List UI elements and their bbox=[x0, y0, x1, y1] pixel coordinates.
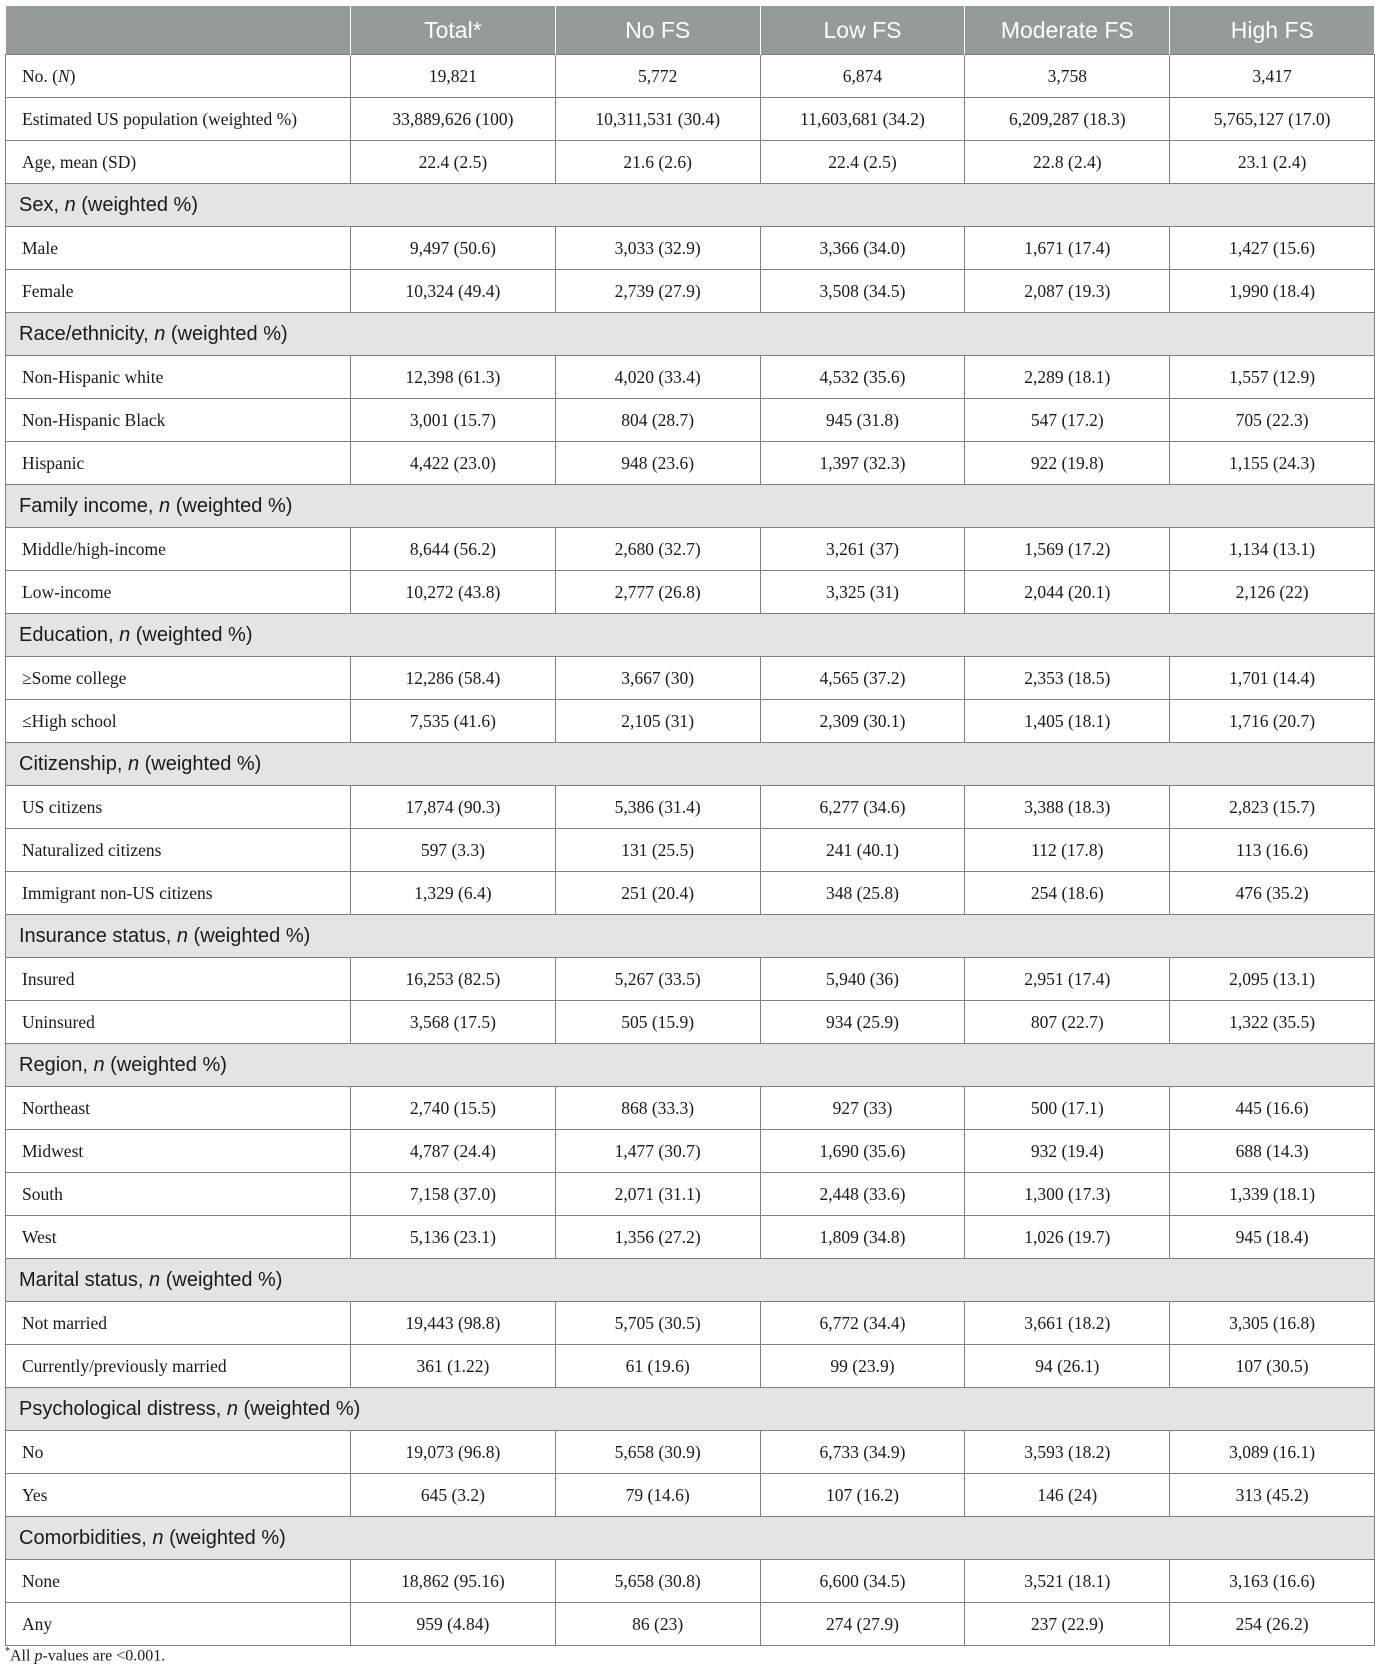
table-cell: 251 (20.4) bbox=[555, 872, 760, 915]
table-cell: 241 (40.1) bbox=[760, 829, 965, 872]
table-cell: 131 (25.5) bbox=[555, 829, 760, 872]
row-label: Insured bbox=[6, 958, 351, 1001]
table-cell: 1,329 (6.4) bbox=[351, 872, 556, 915]
table-row bbox=[6, 442, 1375, 485]
table-row bbox=[6, 1345, 1375, 1388]
row-label: Yes bbox=[6, 1474, 351, 1517]
header-cell-low-fs: Low FS bbox=[760, 6, 965, 55]
table-row bbox=[6, 1302, 1375, 1345]
row-label: Non-Hispanic white bbox=[6, 356, 351, 399]
table-cell: 2,680 (32.7) bbox=[555, 528, 760, 571]
table-cell: 3,508 (34.5) bbox=[760, 270, 965, 313]
table-row bbox=[6, 55, 1375, 98]
table-cell: 107 (30.5) bbox=[1170, 1345, 1375, 1388]
row-label: No bbox=[6, 1431, 351, 1474]
row-label: US citizens bbox=[6, 786, 351, 829]
table-cell: 348 (25.8) bbox=[760, 872, 965, 915]
table-cell: 1,690 (35.6) bbox=[760, 1130, 965, 1173]
row-label: Naturalized citizens bbox=[6, 829, 351, 872]
table-cell: 932 (19.4) bbox=[965, 1130, 1170, 1173]
table-row bbox=[6, 270, 1375, 313]
table-cell: 6,874 bbox=[760, 55, 965, 98]
section-header-row bbox=[6, 743, 1375, 786]
table-cell: 1,026 (19.7) bbox=[965, 1216, 1170, 1259]
table-cell: 934 (25.9) bbox=[760, 1001, 965, 1044]
table-cell: 6,600 (34.5) bbox=[760, 1560, 965, 1603]
table-cell: 5,136 (23.1) bbox=[351, 1216, 556, 1259]
table-cell: 1,155 (24.3) bbox=[1170, 442, 1375, 485]
table-cell: 5,658 (30.9) bbox=[555, 1431, 760, 1474]
table-cell: 5,267 (33.5) bbox=[555, 958, 760, 1001]
table-cell: 3,261 (37) bbox=[760, 528, 965, 571]
table-cell: 10,272 (43.8) bbox=[351, 571, 556, 614]
table-cell: 4,422 (23.0) bbox=[351, 442, 556, 485]
section-header-row bbox=[6, 614, 1375, 657]
section-header-label: Comorbidities, n (weighted %) bbox=[6, 1517, 1375, 1560]
table-cell: 2,777 (26.8) bbox=[555, 571, 760, 614]
table-cell: 2,105 (31) bbox=[555, 700, 760, 743]
section-header-label: Family income, n (weighted %) bbox=[6, 485, 1375, 528]
table-cell: 807 (22.7) bbox=[965, 1001, 1170, 1044]
table-cell: 5,940 (36) bbox=[760, 958, 965, 1001]
table-cell: 445 (16.6) bbox=[1170, 1087, 1375, 1130]
table-cell: 1,990 (18.4) bbox=[1170, 270, 1375, 313]
table-cell: 3,417 bbox=[1170, 55, 1375, 98]
table-cell: 19,073 (96.8) bbox=[351, 1431, 556, 1474]
table-cell: 94 (26.1) bbox=[965, 1345, 1170, 1388]
table-cell: 22.4 (2.5) bbox=[351, 141, 556, 184]
table-row bbox=[6, 1560, 1375, 1603]
row-label: Estimated US population (weighted %) bbox=[6, 98, 351, 141]
section-header-row bbox=[6, 1517, 1375, 1560]
table-body bbox=[6, 55, 1375, 1646]
row-label: South bbox=[6, 1173, 351, 1216]
table-cell: 6,772 (34.4) bbox=[760, 1302, 965, 1345]
row-label: Non-Hispanic Black bbox=[6, 399, 351, 442]
table-row bbox=[6, 700, 1375, 743]
table-cell: 2,126 (22) bbox=[1170, 571, 1375, 614]
table-cell: 6,733 (34.9) bbox=[760, 1431, 965, 1474]
table-cell: 4,565 (37.2) bbox=[760, 657, 965, 700]
section-header-label: Race/ethnicity, n (weighted %) bbox=[6, 313, 1375, 356]
table-cell: 5,765,127 (17.0) bbox=[1170, 98, 1375, 141]
table-cell: 804 (28.7) bbox=[555, 399, 760, 442]
table-row bbox=[6, 1431, 1375, 1474]
section-header-row bbox=[6, 485, 1375, 528]
table-cell: 927 (33) bbox=[760, 1087, 965, 1130]
table-cell: 959 (4.84) bbox=[351, 1603, 556, 1646]
table-cell: 645 (3.2) bbox=[351, 1474, 556, 1517]
table-cell: 313 (45.2) bbox=[1170, 1474, 1375, 1517]
table-cell: 5,658 (30.8) bbox=[555, 1560, 760, 1603]
table-row bbox=[6, 872, 1375, 915]
header-cell-total: Total* bbox=[351, 6, 556, 55]
table-cell: 113 (16.6) bbox=[1170, 829, 1375, 872]
section-header-row bbox=[6, 1388, 1375, 1431]
table-cell: 3,305 (16.8) bbox=[1170, 1302, 1375, 1345]
table-cell: 10,324 (49.4) bbox=[351, 270, 556, 313]
table-cell: 11,603,681 (34.2) bbox=[760, 98, 965, 141]
table-cell: 61 (19.6) bbox=[555, 1345, 760, 1388]
table-cell: 945 (18.4) bbox=[1170, 1216, 1375, 1259]
section-header-row bbox=[6, 1259, 1375, 1302]
header-cell-moderate-fs: Moderate FS bbox=[965, 6, 1170, 55]
table-cell: 2,309 (30.1) bbox=[760, 700, 965, 743]
table-cell: 1,339 (18.1) bbox=[1170, 1173, 1375, 1216]
table-cell: 3,521 (18.1) bbox=[965, 1560, 1170, 1603]
table-cell: 3,593 (18.2) bbox=[965, 1431, 1170, 1474]
table-row bbox=[6, 227, 1375, 270]
table-cell: 19,821 bbox=[351, 55, 556, 98]
table-row bbox=[6, 829, 1375, 872]
table-cell: 18,862 (95.16) bbox=[351, 1560, 556, 1603]
table-cell: 2,353 (18.5) bbox=[965, 657, 1170, 700]
table-row bbox=[6, 1216, 1375, 1259]
table-cell: 2,044 (20.1) bbox=[965, 571, 1170, 614]
table-cell: 476 (35.2) bbox=[1170, 872, 1375, 915]
table-cell: 361 (1.22) bbox=[351, 1345, 556, 1388]
table-cell: 5,386 (31.4) bbox=[555, 786, 760, 829]
section-header-label: Sex, n (weighted %) bbox=[6, 184, 1375, 227]
row-label: No. (N) bbox=[6, 55, 351, 98]
table-cell: 7,535 (41.6) bbox=[351, 700, 556, 743]
section-header-row bbox=[6, 313, 1375, 356]
table-cell: 2,740 (15.5) bbox=[351, 1087, 556, 1130]
table-cell: 21.6 (2.6) bbox=[555, 141, 760, 184]
table-cell: 2,739 (27.9) bbox=[555, 270, 760, 313]
table-cell: 3,388 (18.3) bbox=[965, 786, 1170, 829]
header-cell-label bbox=[6, 6, 351, 55]
table-cell: 112 (17.8) bbox=[965, 829, 1170, 872]
data-table-container bbox=[5, 6, 1374, 1646]
row-label: Hispanic bbox=[6, 442, 351, 485]
table-cell: 688 (14.3) bbox=[1170, 1130, 1375, 1173]
table-cell: 1,809 (34.8) bbox=[760, 1216, 965, 1259]
row-label: ≥Some college bbox=[6, 657, 351, 700]
table-cell: 9,497 (50.6) bbox=[351, 227, 556, 270]
section-header-label: Insurance status, n (weighted %) bbox=[6, 915, 1375, 958]
table-cell: 3,758 bbox=[965, 55, 1170, 98]
table-cell: 1,701 (14.4) bbox=[1170, 657, 1375, 700]
row-label: Male bbox=[6, 227, 351, 270]
table-cell: 3,033 (32.9) bbox=[555, 227, 760, 270]
table-cell: 99 (23.9) bbox=[760, 1345, 965, 1388]
table-row bbox=[6, 1474, 1375, 1517]
table-cell: 3,661 (18.2) bbox=[965, 1302, 1170, 1345]
table-row bbox=[6, 1087, 1375, 1130]
table-footnote: *All p-values are <0.001. bbox=[5, 1646, 166, 1665]
row-label: Currently/previously married bbox=[6, 1345, 351, 1388]
table-row bbox=[6, 1603, 1375, 1646]
table-cell: 1,427 (15.6) bbox=[1170, 227, 1375, 270]
table-cell: 5,772 bbox=[555, 55, 760, 98]
table-cell: 79 (14.6) bbox=[555, 1474, 760, 1517]
header-cell-no-fs: No FS bbox=[555, 6, 760, 55]
header-cell-high-fs: High FS bbox=[1170, 6, 1375, 55]
table-cell: 19,443 (98.8) bbox=[351, 1302, 556, 1345]
section-header-label: Marital status, n (weighted %) bbox=[6, 1259, 1375, 1302]
table-row bbox=[6, 1001, 1375, 1044]
row-label: ≤High school bbox=[6, 700, 351, 743]
table-cell: 705 (22.3) bbox=[1170, 399, 1375, 442]
row-label: Age, mean (SD) bbox=[6, 141, 351, 184]
table-cell: 3,325 (31) bbox=[760, 571, 965, 614]
table-cell: 2,289 (18.1) bbox=[965, 356, 1170, 399]
table-cell: 1,397 (32.3) bbox=[760, 442, 965, 485]
table-cell: 2,087 (19.3) bbox=[965, 270, 1170, 313]
table-cell: 1,557 (12.9) bbox=[1170, 356, 1375, 399]
table-row bbox=[6, 786, 1375, 829]
table-cell: 945 (31.8) bbox=[760, 399, 965, 442]
table-cell: 1,569 (17.2) bbox=[965, 528, 1170, 571]
section-header-row bbox=[6, 1044, 1375, 1087]
section-header-label: Region, n (weighted %) bbox=[6, 1044, 1375, 1087]
section-header-label: Psychological distress, n (weighted %) bbox=[6, 1388, 1375, 1431]
table-cell: 12,286 (58.4) bbox=[351, 657, 556, 700]
table-cell: 3,366 (34.0) bbox=[760, 227, 965, 270]
section-header-row bbox=[6, 184, 1375, 227]
table-cell: 2,823 (15.7) bbox=[1170, 786, 1375, 829]
table-cell: 948 (23.6) bbox=[555, 442, 760, 485]
table-cell: 4,532 (35.6) bbox=[760, 356, 965, 399]
table-row bbox=[6, 571, 1375, 614]
table-cell: 1,300 (17.3) bbox=[965, 1173, 1170, 1216]
table-row bbox=[6, 141, 1375, 184]
table-cell: 1,134 (13.1) bbox=[1170, 528, 1375, 571]
header-row bbox=[6, 6, 1375, 55]
table-cell: 2,951 (17.4) bbox=[965, 958, 1170, 1001]
table-cell: 922 (19.8) bbox=[965, 442, 1170, 485]
table-cell: 33,889,626 (100) bbox=[351, 98, 556, 141]
table-cell: 237 (22.9) bbox=[965, 1603, 1170, 1646]
table-cell: 17,874 (90.3) bbox=[351, 786, 556, 829]
table-cell: 86 (23) bbox=[555, 1603, 760, 1646]
table-cell: 1,671 (17.4) bbox=[965, 227, 1170, 270]
table-cell: 3,568 (17.5) bbox=[351, 1001, 556, 1044]
table-row bbox=[6, 356, 1375, 399]
table-cell: 500 (17.1) bbox=[965, 1087, 1170, 1130]
table-row bbox=[6, 657, 1375, 700]
demographics-table bbox=[5, 6, 1375, 1646]
table-cell: 505 (15.9) bbox=[555, 1001, 760, 1044]
table-cell: 2,071 (31.1) bbox=[555, 1173, 760, 1216]
table-cell: 22.4 (2.5) bbox=[760, 141, 965, 184]
table-row bbox=[6, 528, 1375, 571]
table-cell: 3,089 (16.1) bbox=[1170, 1431, 1375, 1474]
row-label: Any bbox=[6, 1603, 351, 1646]
row-label: Low-income bbox=[6, 571, 351, 614]
table-cell: 3,163 (16.6) bbox=[1170, 1560, 1375, 1603]
row-label: Uninsured bbox=[6, 1001, 351, 1044]
table-cell: 146 (24) bbox=[965, 1474, 1170, 1517]
table-cell: 3,001 (15.7) bbox=[351, 399, 556, 442]
row-label: Middle/high-income bbox=[6, 528, 351, 571]
row-label: Female bbox=[6, 270, 351, 313]
section-header-label: Citizenship, n (weighted %) bbox=[6, 743, 1375, 786]
table-cell: 254 (26.2) bbox=[1170, 1603, 1375, 1646]
table-header bbox=[6, 6, 1375, 55]
table-cell: 6,209,287 (18.3) bbox=[965, 98, 1170, 141]
table-cell: 4,787 (24.4) bbox=[351, 1130, 556, 1173]
row-label: Midwest bbox=[6, 1130, 351, 1173]
table-cell: 107 (16.2) bbox=[760, 1474, 965, 1517]
row-label: Northeast bbox=[6, 1087, 351, 1130]
table-cell: 6,277 (34.6) bbox=[760, 786, 965, 829]
table-cell: 1,356 (27.2) bbox=[555, 1216, 760, 1259]
table-cell: 22.8 (2.4) bbox=[965, 141, 1170, 184]
table-cell: 868 (33.3) bbox=[555, 1087, 760, 1130]
table-cell: 1,477 (30.7) bbox=[555, 1130, 760, 1173]
table-cell: 1,322 (35.5) bbox=[1170, 1001, 1375, 1044]
table-cell: 547 (17.2) bbox=[965, 399, 1170, 442]
table-cell: 254 (18.6) bbox=[965, 872, 1170, 915]
table-cell: 1,716 (20.7) bbox=[1170, 700, 1375, 743]
table-cell: 1,405 (18.1) bbox=[965, 700, 1170, 743]
table-cell: 23.1 (2.4) bbox=[1170, 141, 1375, 184]
table-row bbox=[6, 98, 1375, 141]
section-header-row bbox=[6, 915, 1375, 958]
table-cell: 12,398 (61.3) bbox=[351, 356, 556, 399]
table-row bbox=[6, 958, 1375, 1001]
table-cell: 8,644 (56.2) bbox=[351, 528, 556, 571]
table-cell: 10,311,531 (30.4) bbox=[555, 98, 760, 141]
row-label: None bbox=[6, 1560, 351, 1603]
row-label: West bbox=[6, 1216, 351, 1259]
table-cell: 5,705 (30.5) bbox=[555, 1302, 760, 1345]
table-cell: 2,095 (13.1) bbox=[1170, 958, 1375, 1001]
table-cell: 16,253 (82.5) bbox=[351, 958, 556, 1001]
table-row bbox=[6, 399, 1375, 442]
table-cell: 3,667 (30) bbox=[555, 657, 760, 700]
section-header-label: Education, n (weighted %) bbox=[6, 614, 1375, 657]
table-cell: 2,448 (33.6) bbox=[760, 1173, 965, 1216]
table-cell: 597 (3.3) bbox=[351, 829, 556, 872]
table-row bbox=[6, 1173, 1375, 1216]
table-cell: 4,020 (33.4) bbox=[555, 356, 760, 399]
table-cell: 7,158 (37.0) bbox=[351, 1173, 556, 1216]
row-label: Immigrant non-US citizens bbox=[6, 872, 351, 915]
table-row bbox=[6, 1130, 1375, 1173]
table-cell: 274 (27.9) bbox=[760, 1603, 965, 1646]
row-label: Not married bbox=[6, 1302, 351, 1345]
